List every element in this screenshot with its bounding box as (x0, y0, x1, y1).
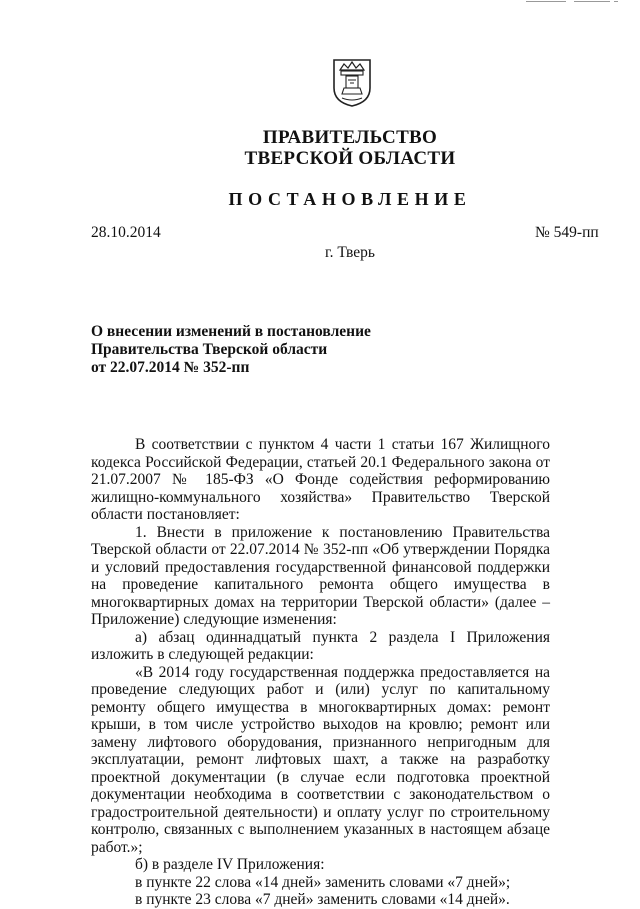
body-paragraph-point-22: в пункте 22 слова «14 дней» заменить словами «7 дней»; (135, 873, 511, 891)
organization-title-line1: ПРАВИТЕЛЬСТВО (262, 127, 438, 148)
scan-marks (526, 0, 622, 4)
body-paragraph-item-a: а) абзац одиннадцатый пункта 2 раздела I Приложения изложить в следующей редакции: (91, 628, 550, 663)
body-paragraph-item-b: б) в разделе IV Приложения: (135, 856, 325, 873)
body-paragraph-quote: «В 2014 году государственная поддержка предоставляется на проведение следующих работ и (или) услуг по капитальному ремонту общего имущества в многоквартирных домах: ремонт крыши, в том числе устройство выходов на кровлю; ремонт или замену лифтового оборудования, признанного непригодным для эксплуатации, ремонт лифтовых шахт, а также на разработку проектной документации (в случае если подготовка проектной документации необходима в соответствии с законодательством о градостроительной деятельности) и оплату услуг по строительному контролю, связанных с выполнением указанных в настоящем абзаце работ.»; (91, 663, 550, 856)
document-number: № 549-пп (535, 224, 599, 241)
subject-line2: Правительства Тверской области (91, 341, 328, 358)
body-paragraph-item-1: 1. Внести в приложение к постановлению Правительства Тверской области от 22.07.2014 № 352-пп «Об утверждении Порядка и условий предоставления государственной финансовой поддержки на проведение капитального ремонта общего имущества в многоквартирных домах на территории Тверской области» (далее – Приложение) следующие изменения: (91, 523, 550, 628)
document-subject (91, 323, 371, 377)
document-city: г. Тверь (325, 244, 375, 261)
organization-title-line2: ТВЕРСКОЙ ОБЛАСТИ (244, 148, 456, 169)
document-date: 28.10.2014 (91, 224, 161, 241)
coat-of-arms-icon (332, 58, 372, 108)
document-type: ПОСТАНОВЛЕНИЕ (228, 189, 472, 209)
document-body (91, 436, 550, 909)
body-paragraph-preamble: В соответствии с пунктом 4 части 1 статьи 167 Жилищного кодекса Российской Федерации, статьей 20.1 Федерального закона от 21.07.2007 № 185-ФЗ «О Фонде содействия реформированию жилищно-коммунального хозяйства» Правительство Тверской области постановляет: (91, 436, 550, 523)
organization-title (0, 127, 640, 169)
subject-line1: О внесении изменений в постановление (91, 323, 371, 340)
body-paragraph-point-23: в пункте 23 слова «7 дней» заменить словами «14 дней». (135, 891, 510, 908)
subject-line3: от 22.07.2014 № 352-пп (91, 359, 250, 376)
